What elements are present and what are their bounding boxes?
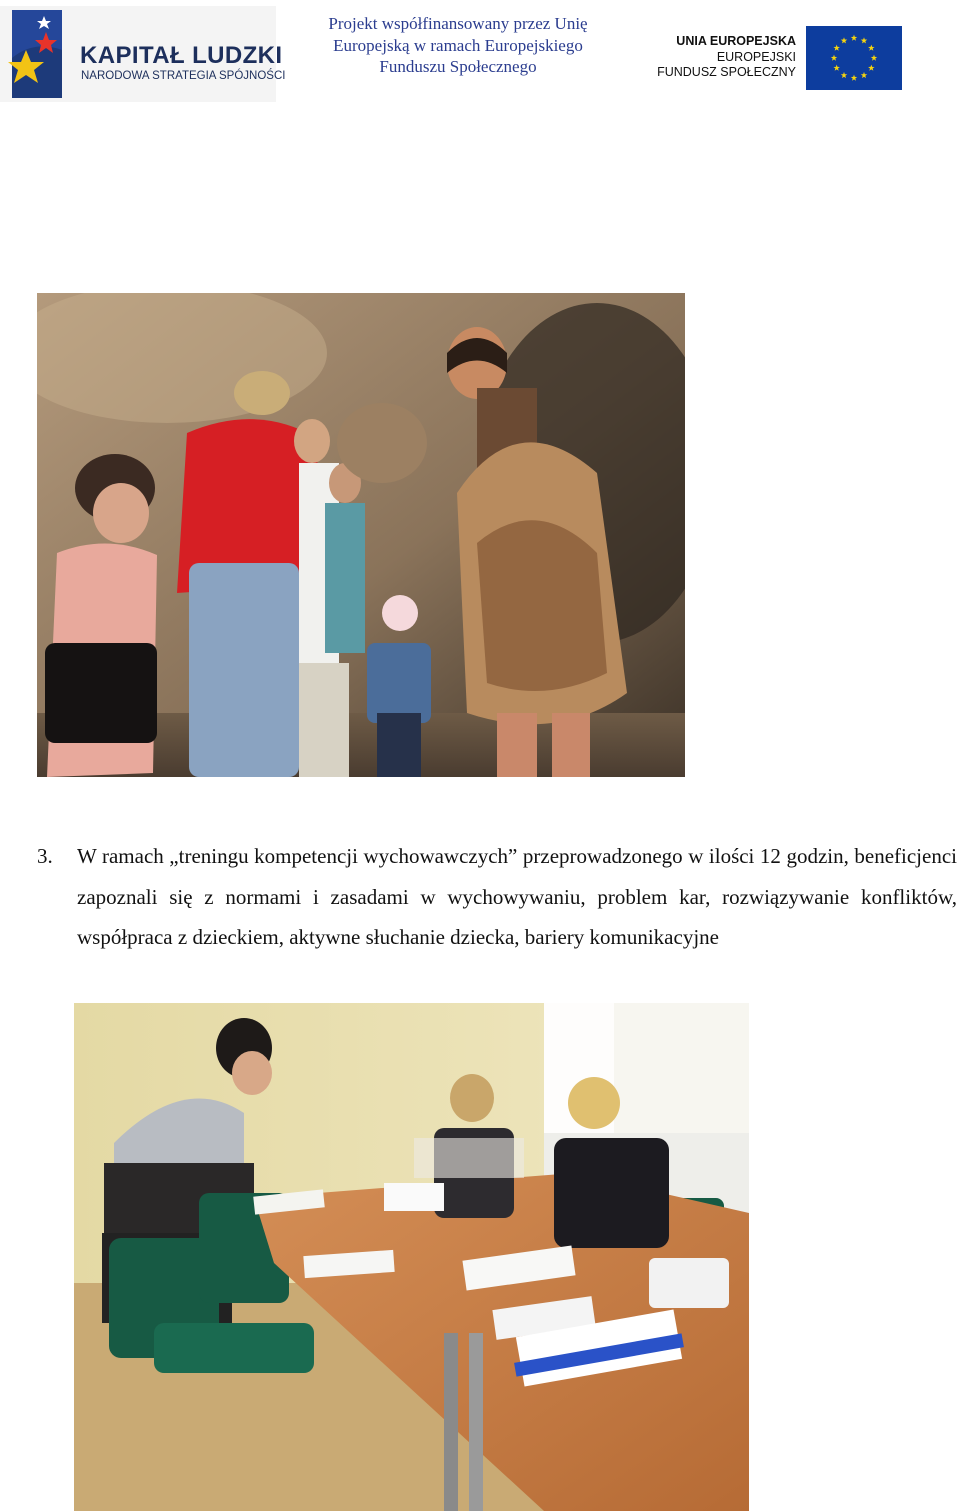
eu-flag-icon [806, 26, 902, 90]
kapital-ludzki-emblem-icon [4, 10, 64, 98]
paragraph-number: 3. [37, 844, 53, 868]
photo-cave-visit [37, 293, 685, 777]
project-cofinancing-text: Projekt współfinansowany przez Unię Europejską w ramach Europejskiego Funduszu Społecznego [328, 14, 588, 76]
eu-logo-line2: EUROPEJSKI [716, 49, 796, 64]
kapital-ludzki-subtitle: NARODOWA STRATEGIA SPÓJNOŚCI [81, 70, 286, 82]
eu-logo-line3: FUNDUSZ SPOŁECZNY [657, 65, 796, 79]
eu-logo-line1: UNIA EUROPEJSKA [676, 34, 796, 48]
kapital-ludzki-logo [0, 6, 286, 102]
eu-logo-text [656, 34, 796, 81]
photo-workshop-room [74, 1003, 749, 1511]
kapital-ludzki-title: KAPITAŁ LUDZKI [80, 42, 283, 69]
paragraph-text: W ramach „treningu kompetencji wychowawczych” przeprowadzonego w ilości 12 godzin, beneficjenci zapoznali się z normami i zasadami w wychowywaniu, problem kar, rozwiązywanie konfliktów, współpraca z dzieckiem, aktywne słuchanie dziecka, bariery komunikacyjne [77, 844, 957, 949]
